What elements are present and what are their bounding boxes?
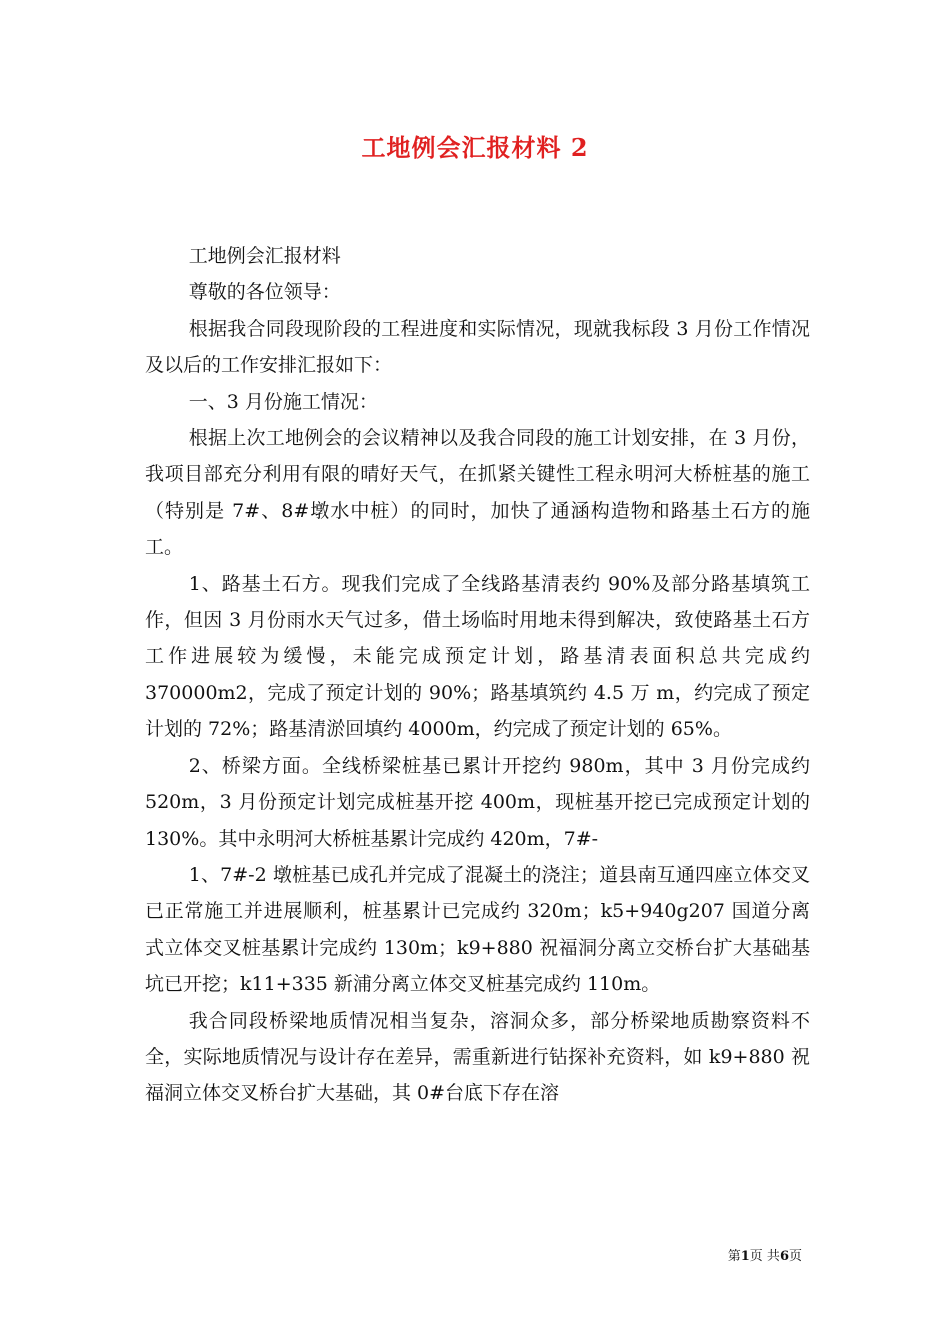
paragraph-geology: 我合同段桥梁地质情况相当复杂，溶洞众多，部分桥梁地质勘察资料不全，实际地质情况与设计存在差异，需重新进行钻探补充资料，如 k9+880 祝福洞立体交叉桥台扩大基础，其 0#台底下存在溶	[145, 1009, 810, 1105]
paragraph-bridges: 2、桥梁方面。全线桥梁桩基已累计开挖约 980m，其中 3 月份完成约 520m，3 月份预定计划完成桩基开挖 400m，现桩基开挖已完成预定计划的 130%。其中永明河大桥桩基累计完成约 420m，7#-	[145, 754, 810, 850]
paragraph-overview: 根据上次工地例会的会议精神以及我合同段的施工计划安排，在 3 月份，我项目部充分利用有限的晴好天气，在抓紧关键性工程永明河大桥桩基的施工（特别是 7#、8#墩水中桩）的同时，加快了通涵构造物和路基土石方的施工。	[145, 427, 810, 559]
paragraph-intro: 根据我合同段现阶段的工程进度和实际情况，现就我标段 3 月份工作情况及以后的工作安排汇报如下：	[145, 317, 810, 377]
footer-middle: 页 共	[749, 1249, 780, 1264]
document-title: 工地例会汇报材料 2	[361, 133, 589, 162]
footer-prefix: 第	[727, 1249, 741, 1264]
paragraph-earthwork: 1、路基土石方。现我们完成了全线路基清表约 90%及部分路基填筑工作，但因 3 月份雨水天气过多，借土场临时用地未得到解决，致使路基土石方工作进展较为缓慢，未能完成预定计划，路基清表面积总共完成约 370000m2，完成了预定计划的 90%；路基填筑约 4.5 万 m，约完成了预定计划的 72%；路基清淤回填约 4000m，约完成了预定计划的 65%。	[145, 572, 810, 741]
paragraph-section-one: 一、3 月份施工情况：	[188, 390, 378, 413]
footer-current-page: 1	[740, 1249, 750, 1264]
footer-suffix: 页	[788, 1249, 802, 1264]
page-footer	[728, 1248, 802, 1266]
document-body	[145, 238, 810, 1112]
paragraph-salutation: 尊敬的各位领导：	[188, 281, 341, 304]
paragraph-heading: 工地例会汇报材料	[188, 245, 341, 267]
paragraph-bridges-continued: 1、7#-2 墩桩基已成孔并完成了混凝土的浇注；道县南互通四座立体交叉已正常施工并进展顺利，桩基累计已完成约 320m；k5+940g207 国道分离式立体交叉桩基累计完成约 130m；k9+880 祝福洞分离立交桥台扩大基础基坑已开挖；k11+335 新浦分离立体交叉桩基完成约 110m。	[145, 863, 810, 996]
footer-total-pages: 6	[779, 1249, 789, 1264]
